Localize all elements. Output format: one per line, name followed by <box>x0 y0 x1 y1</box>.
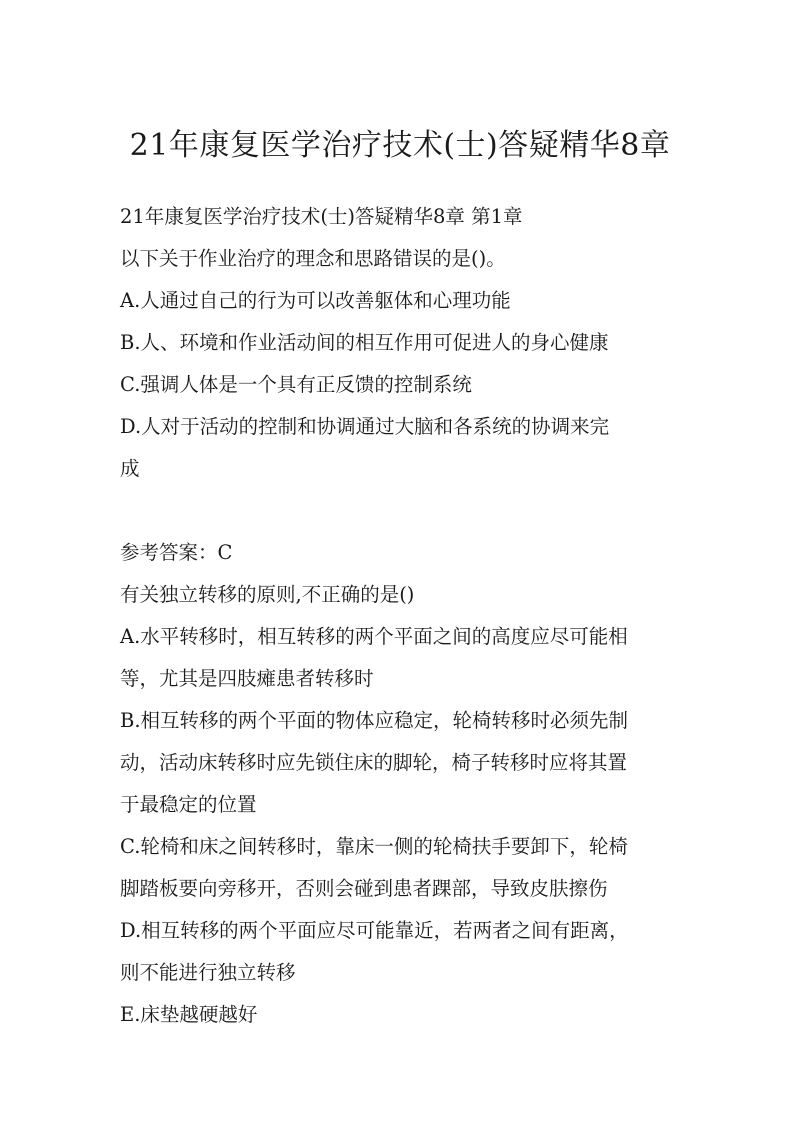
page-title: 21年康复医学治疗技术(士)答疑精华8章 <box>129 128 671 163</box>
question-2-option-a-line-2: 等，尤其是四肢瘫患者转移时 <box>120 667 374 690</box>
question-2-option-c-line-2: 脚踏板要向旁移开，否则会碰到患者踝部，导致皮肤擦伤 <box>120 877 608 900</box>
question-2-option-e: E.床垫越硬越好 <box>120 1003 258 1026</box>
question-1-option-d-continued: 成 <box>120 457 140 480</box>
question-1-option-d: D.人对于活动的控制和协调通过大脑和各系统的协调来完 <box>120 415 610 438</box>
question-2-option-c-line-1: C.轮椅和床之间转移时，靠床一侧的轮椅扶手要卸下，轮椅 <box>120 835 628 858</box>
question-2-option-b-line-2: 动，活动床转移时应先锁住床的脚轮，椅子转移时应将其置 <box>120 751 628 774</box>
paragraph-spacer <box>120 490 690 532</box>
question-1-option-a: A.人通过自己的行为可以改善躯体和心理功能 <box>120 289 511 312</box>
question-1-stem: 以下关于作业治疗的理念和思路错误的是()。 <box>120 247 506 270</box>
question-2-option-d-line-2: 则不能进行独立转移 <box>120 961 296 984</box>
question-1-answer: 参考答案：C <box>120 541 233 564</box>
question-1-option-c: C.强调人体是一个具有正反馈的控制系统 <box>120 373 472 396</box>
question-2-option-a-line-1: A.水平转移时，相互转移的两个平面之间的高度应尽可能相 <box>120 625 628 648</box>
question-2-option-b-line-3: 于最稳定的位置 <box>120 793 257 816</box>
question-2-option-d-line-1: D.相互转移的两个平面应尽可能靠近，若两者之间有距离， <box>120 919 629 942</box>
document-body <box>120 196 690 1036</box>
question-2-option-b-line-1: B.相互转移的两个平面的物体应稳定，轮椅转移时必须先制 <box>120 709 629 732</box>
question-1-option-b: B.人、环境和作业活动间的相互作用可促进人的身心健康 <box>120 331 609 354</box>
section-heading: 21年康复医学治疗技术(士)答疑精华8章 第1章 <box>120 205 523 228</box>
question-2-stem: 有关独立转移的原则,不正确的是() <box>120 583 415 606</box>
